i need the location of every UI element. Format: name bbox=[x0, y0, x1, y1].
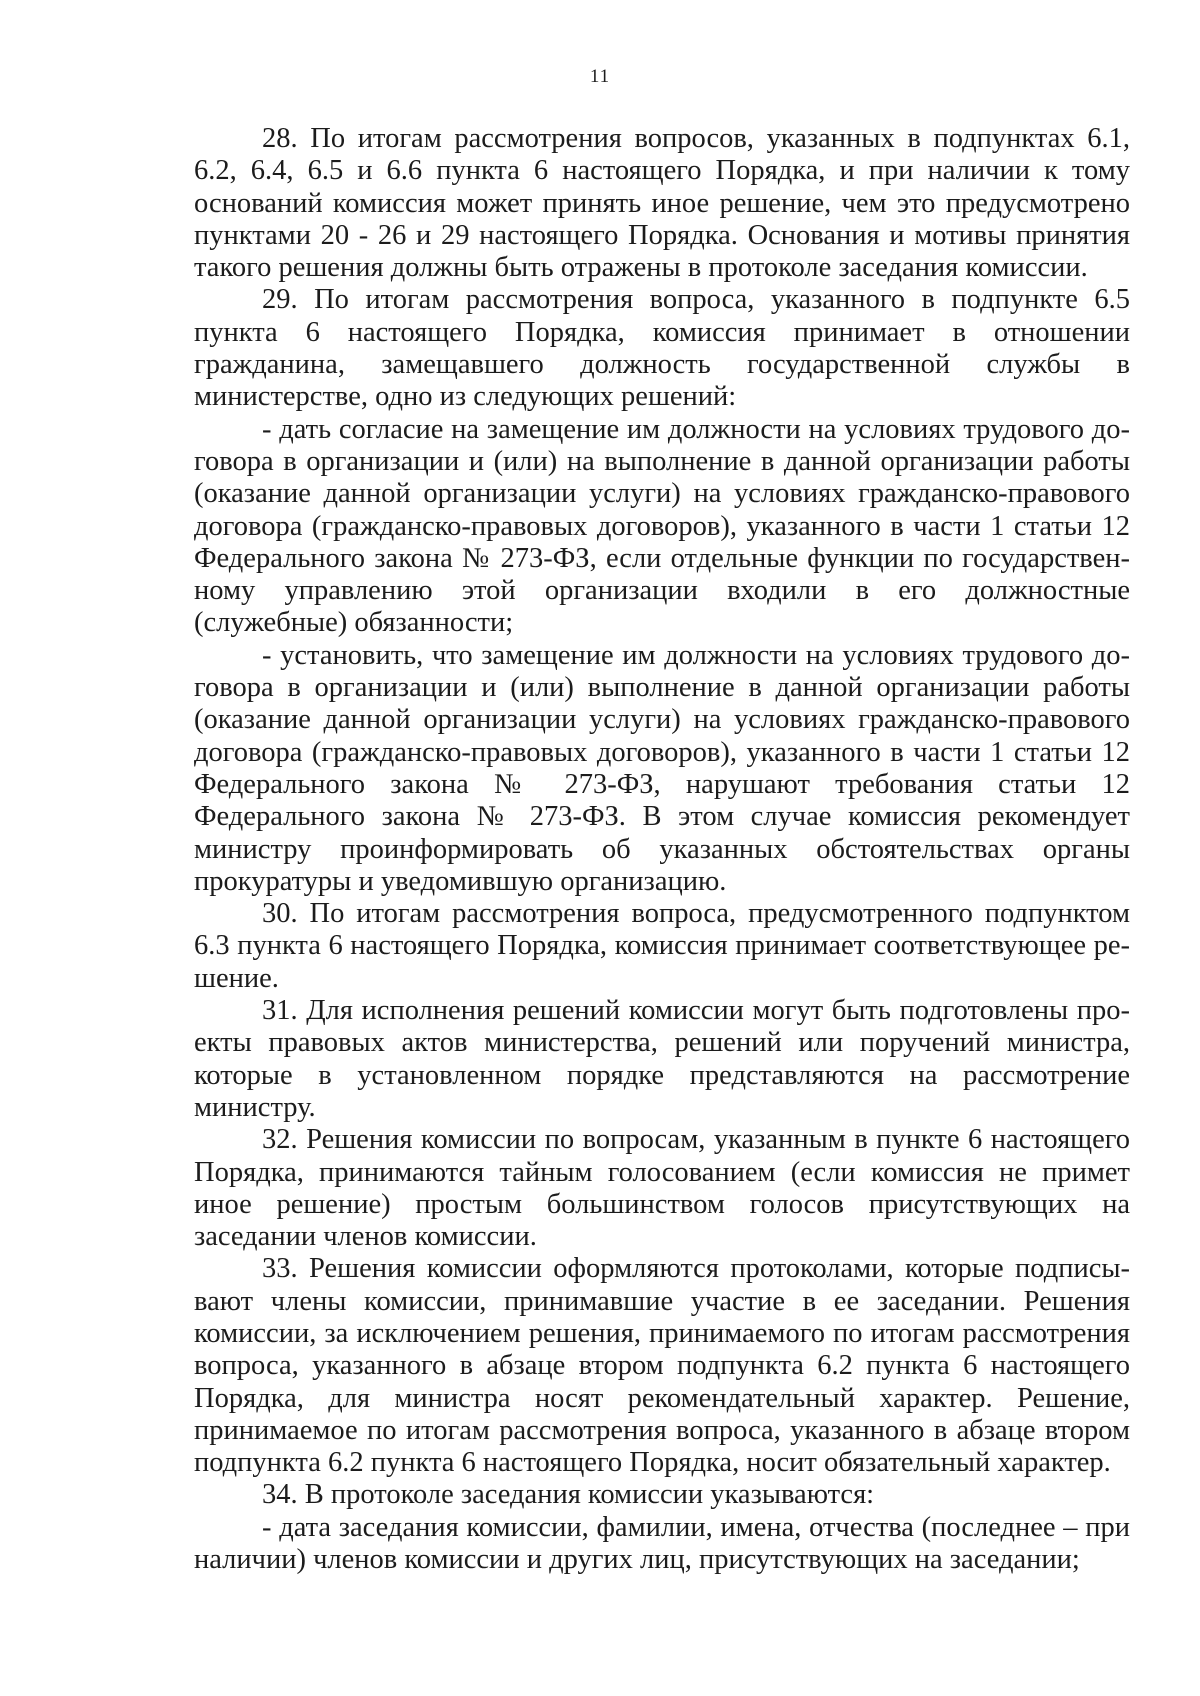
paragraph-34-item-date: - дата заседания комиссии, фамилии, имена, отчества (последнее – при наличии) членов комиссии и других лиц, присутствующих на заседании; bbox=[194, 1511, 1130, 1576]
paragraph-31: 31. Для исполнения решений комиссии могут быть подготовлены проекты правовых актов министерства, решений или поручений министра, которые в установленном порядке представляются на рассмотрение министру. bbox=[194, 995, 1130, 1123]
document-body bbox=[194, 123, 1130, 1576]
paragraph-29-option-violation: - установить, что замещение им должности на условиях трудового договора в организации и (или) выполнение в данной организации работы (оказание данной организации услуги) на условиях гражданско-правового договора (гражданско-правовых договоров), указанного в части 1 статьи 12 Федерального закона № 273-ФЗ, нарушают требования статьи 12 Федерального закона № 273-ФЗ. В этом случае комиссия рекомендует министру проинформировать об указанных обстоятельствах органы прокуратуры и уведомившую организацию. bbox=[194, 639, 1130, 897]
paragraph-33: 33. Решения комиссии оформляются протоколами, которые подписывают члены комиссии, принимавшие участие в ее заседании. Решения комиссии, за исключением решения, принимаемого по итогам рассмотрения вопроса, указанного в абзаце втором подпункта 6.2 пункта 6 настоящего Порядка, для министра носят рекомендательный характер. Решение, принимаемое по итогам рассмотрения вопроса, указанного в абзаце втором подпункта 6.2 пункта 6 настоящего Порядка, носит обязательный характер. bbox=[194, 1253, 1130, 1479]
paragraph-30: 30. По итогам рассмотрения вопроса, предусмотренного подпунктом 6.3 пункта 6 настоящего Порядка, комиссия принимает соответствующее решение. bbox=[194, 898, 1130, 994]
paragraph-29: 29. По итогам рассмотрения вопроса, указанного в подпункте 6.5 пункта 6 настоящего Порядка, комиссия принимает в отношении гражданина, замещавшего должность государственной службы в министерстве, одно из следующих решений: bbox=[194, 284, 1130, 413]
page-number: 11 bbox=[589, 66, 611, 87]
paragraph-28: 28. По итогам рассмотрения вопросов, указанных в подпунктах 6.1, 6.2, 6.4, 6.5 и 6.6 пункта 6 настоящего Порядка, и при наличии к тому оснований комиссия может принять иное решение, чем это предусмотрено пунктами 20 - 26 и 29 настоящего Порядка. Основания и мотивы принятия такого решения должны быть отражены в протоколе заседания комиссии. bbox=[194, 123, 1130, 284]
paragraph-29-option-consent: - дать согласие на замещение им должности на условиях трудового договора в организации и (или) на выполнение в данной организации работы (оказание данной организации услуги) на условиях гражданско-правового договора (гражданско-правовых договоров), указанного в части 1 статьи 12 Федерального закона № 273-ФЗ, если отдельные функции по государственному управлению этой организации входили в его должностные (служебные) обязанности; bbox=[194, 413, 1130, 639]
paragraph-34: 34. В протоколе заседания комиссии указываются: bbox=[262, 1479, 875, 1511]
paragraph-32: 32. Решения комиссии по вопросам, указанным в пункте 6 настоящего Порядка, принимаются тайным голосованием (если комиссия не примет иное решение) простым большинством голосов присутствующих на заседании членов комиссии. bbox=[194, 1124, 1130, 1253]
